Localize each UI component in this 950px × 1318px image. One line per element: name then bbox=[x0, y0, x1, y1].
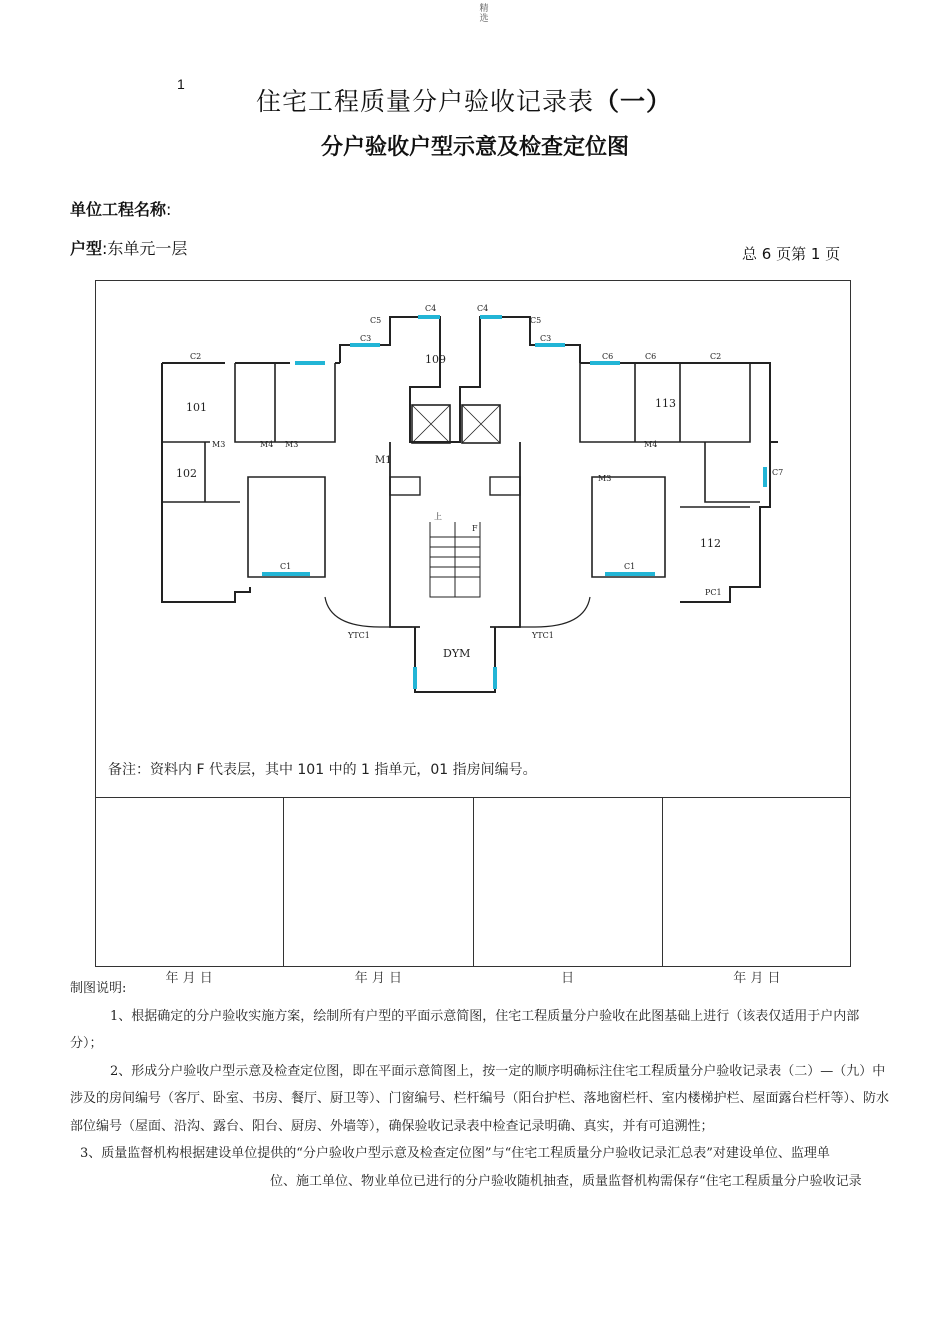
remark-text: 备注：资料内 F 代表层，其中 101 中的 1 指单元，01 指房间编号。 bbox=[108, 762, 537, 778]
drawing-notes bbox=[70, 975, 890, 1195]
room-label-102: 102 bbox=[176, 467, 197, 480]
signature-date: 年 月 日 bbox=[165, 971, 213, 986]
page-info: 总 6 页第 1 页 bbox=[742, 245, 841, 263]
balcony-label: YTC1 bbox=[532, 631, 554, 640]
note-paragraph-1: 1、根据确定的分户验收实施方案，绘制所有户型的平面示意简图，住宅工程质量分户验收在此图基础上进行（该表仅适用于户内部分）； bbox=[70, 1008, 860, 1051]
door-label: M4 bbox=[260, 440, 274, 449]
door-label: M4 bbox=[644, 440, 658, 449]
window-label: C7 bbox=[772, 468, 784, 477]
window-label: C1 bbox=[280, 562, 292, 571]
signature-cell bbox=[284, 798, 473, 986]
signature-row bbox=[95, 797, 851, 986]
floor-plan-drawing bbox=[150, 297, 790, 707]
header-mark: 精选 bbox=[479, 4, 489, 24]
window-label: C4 bbox=[477, 304, 489, 313]
wall-112 bbox=[680, 442, 760, 507]
balcony-right bbox=[498, 597, 590, 627]
note-paragraph-3b: 位、施工单位、物业单位已进行的分户验收随机抽查，质量监督机构需保存“住宅工程质量分户验收记录 bbox=[270, 1173, 862, 1189]
window-label: C3 bbox=[360, 334, 372, 343]
door-label: M3 bbox=[285, 440, 299, 449]
page-subtitle: 分户验收户型示意及检查定位图 bbox=[320, 135, 629, 160]
unit-type-label: 户型 bbox=[70, 239, 103, 258]
shaft-left bbox=[390, 477, 420, 495]
window-label: C2 bbox=[190, 352, 202, 361]
project-name-field bbox=[70, 197, 171, 220]
signature-cell bbox=[95, 798, 284, 986]
notes-heading: 制图说明: bbox=[70, 981, 127, 996]
stairs bbox=[430, 522, 480, 597]
title-main: 住宅工程质量分户验收记录表 bbox=[256, 87, 595, 116]
note-paragraph-3a: 3、质量监督机构根据建设单位提供的“分户验收户型示意及检查定位图”与“住宅工程质量分户验收记录汇总表”对建设单位、监理单 bbox=[80, 1146, 830, 1161]
signature-date: 年 月 日 bbox=[354, 971, 402, 986]
door-label-m1: M1 bbox=[375, 455, 392, 466]
door-label: M3 bbox=[212, 440, 226, 449]
room-label-113: 113 bbox=[655, 397, 676, 410]
note-paragraph-2: 2、形成分户验收户型示意及检查定位图，即在平面示意简图上，按一定的顺序明确标注住宅工程质量分户验收记录表（二）—（九）中涉及的房间编号（客厅、卧室、书房、餐厅、厨卫等）、门窗编号、栏杆编号（阳台护栏、落地窗栏杆、室内楼梯护栏、屋面露台栏杆等）、防水部位编号（屋面、沿沟、露台、阳台、厨房、外墙等），确保验收记录表中检查记录明确、真实，并有可追溯性； bbox=[70, 1063, 890, 1134]
window-marks bbox=[262, 317, 765, 689]
shaft-right bbox=[490, 477, 520, 495]
room-label-101: 101 bbox=[186, 401, 207, 414]
page-number: 1 bbox=[177, 76, 185, 92]
signature-date: 年 月 日 bbox=[733, 971, 781, 986]
window-label: C6 bbox=[602, 352, 614, 361]
window-label: C4 bbox=[425, 304, 437, 313]
window-label: C5 bbox=[530, 316, 542, 325]
stair-label: F bbox=[472, 524, 478, 533]
window-label: PC1 bbox=[705, 588, 722, 597]
stair-label: 上 bbox=[434, 512, 442, 521]
window-label: C2 bbox=[710, 352, 722, 361]
room-label-109: 109 bbox=[425, 353, 446, 366]
elevator-cross bbox=[412, 405, 500, 443]
unit-type-value: :东单元一层 bbox=[102, 239, 188, 258]
window-label: C5 bbox=[370, 316, 382, 325]
window-label: C6 bbox=[645, 352, 657, 361]
balcony-label: YTC1 bbox=[348, 631, 370, 640]
signature-date: 日 bbox=[561, 971, 575, 986]
page-title bbox=[256, 82, 672, 118]
window-label: C3 bbox=[540, 334, 552, 343]
signature-cell bbox=[663, 798, 851, 986]
balcony-left bbox=[325, 597, 412, 627]
signature-cell bbox=[474, 798, 663, 986]
unit-type-field bbox=[70, 236, 187, 259]
door-label: M3 bbox=[598, 474, 612, 483]
room-label-112: 112 bbox=[700, 537, 721, 550]
room-label-dym: DYM bbox=[443, 647, 471, 660]
window-label: C1 bbox=[624, 562, 636, 571]
project-name-colon: : bbox=[166, 200, 172, 219]
project-name-label: 单位工程名称 bbox=[70, 200, 167, 219]
title-paren: （一） bbox=[594, 87, 673, 116]
wall-left-outer bbox=[162, 363, 250, 602]
